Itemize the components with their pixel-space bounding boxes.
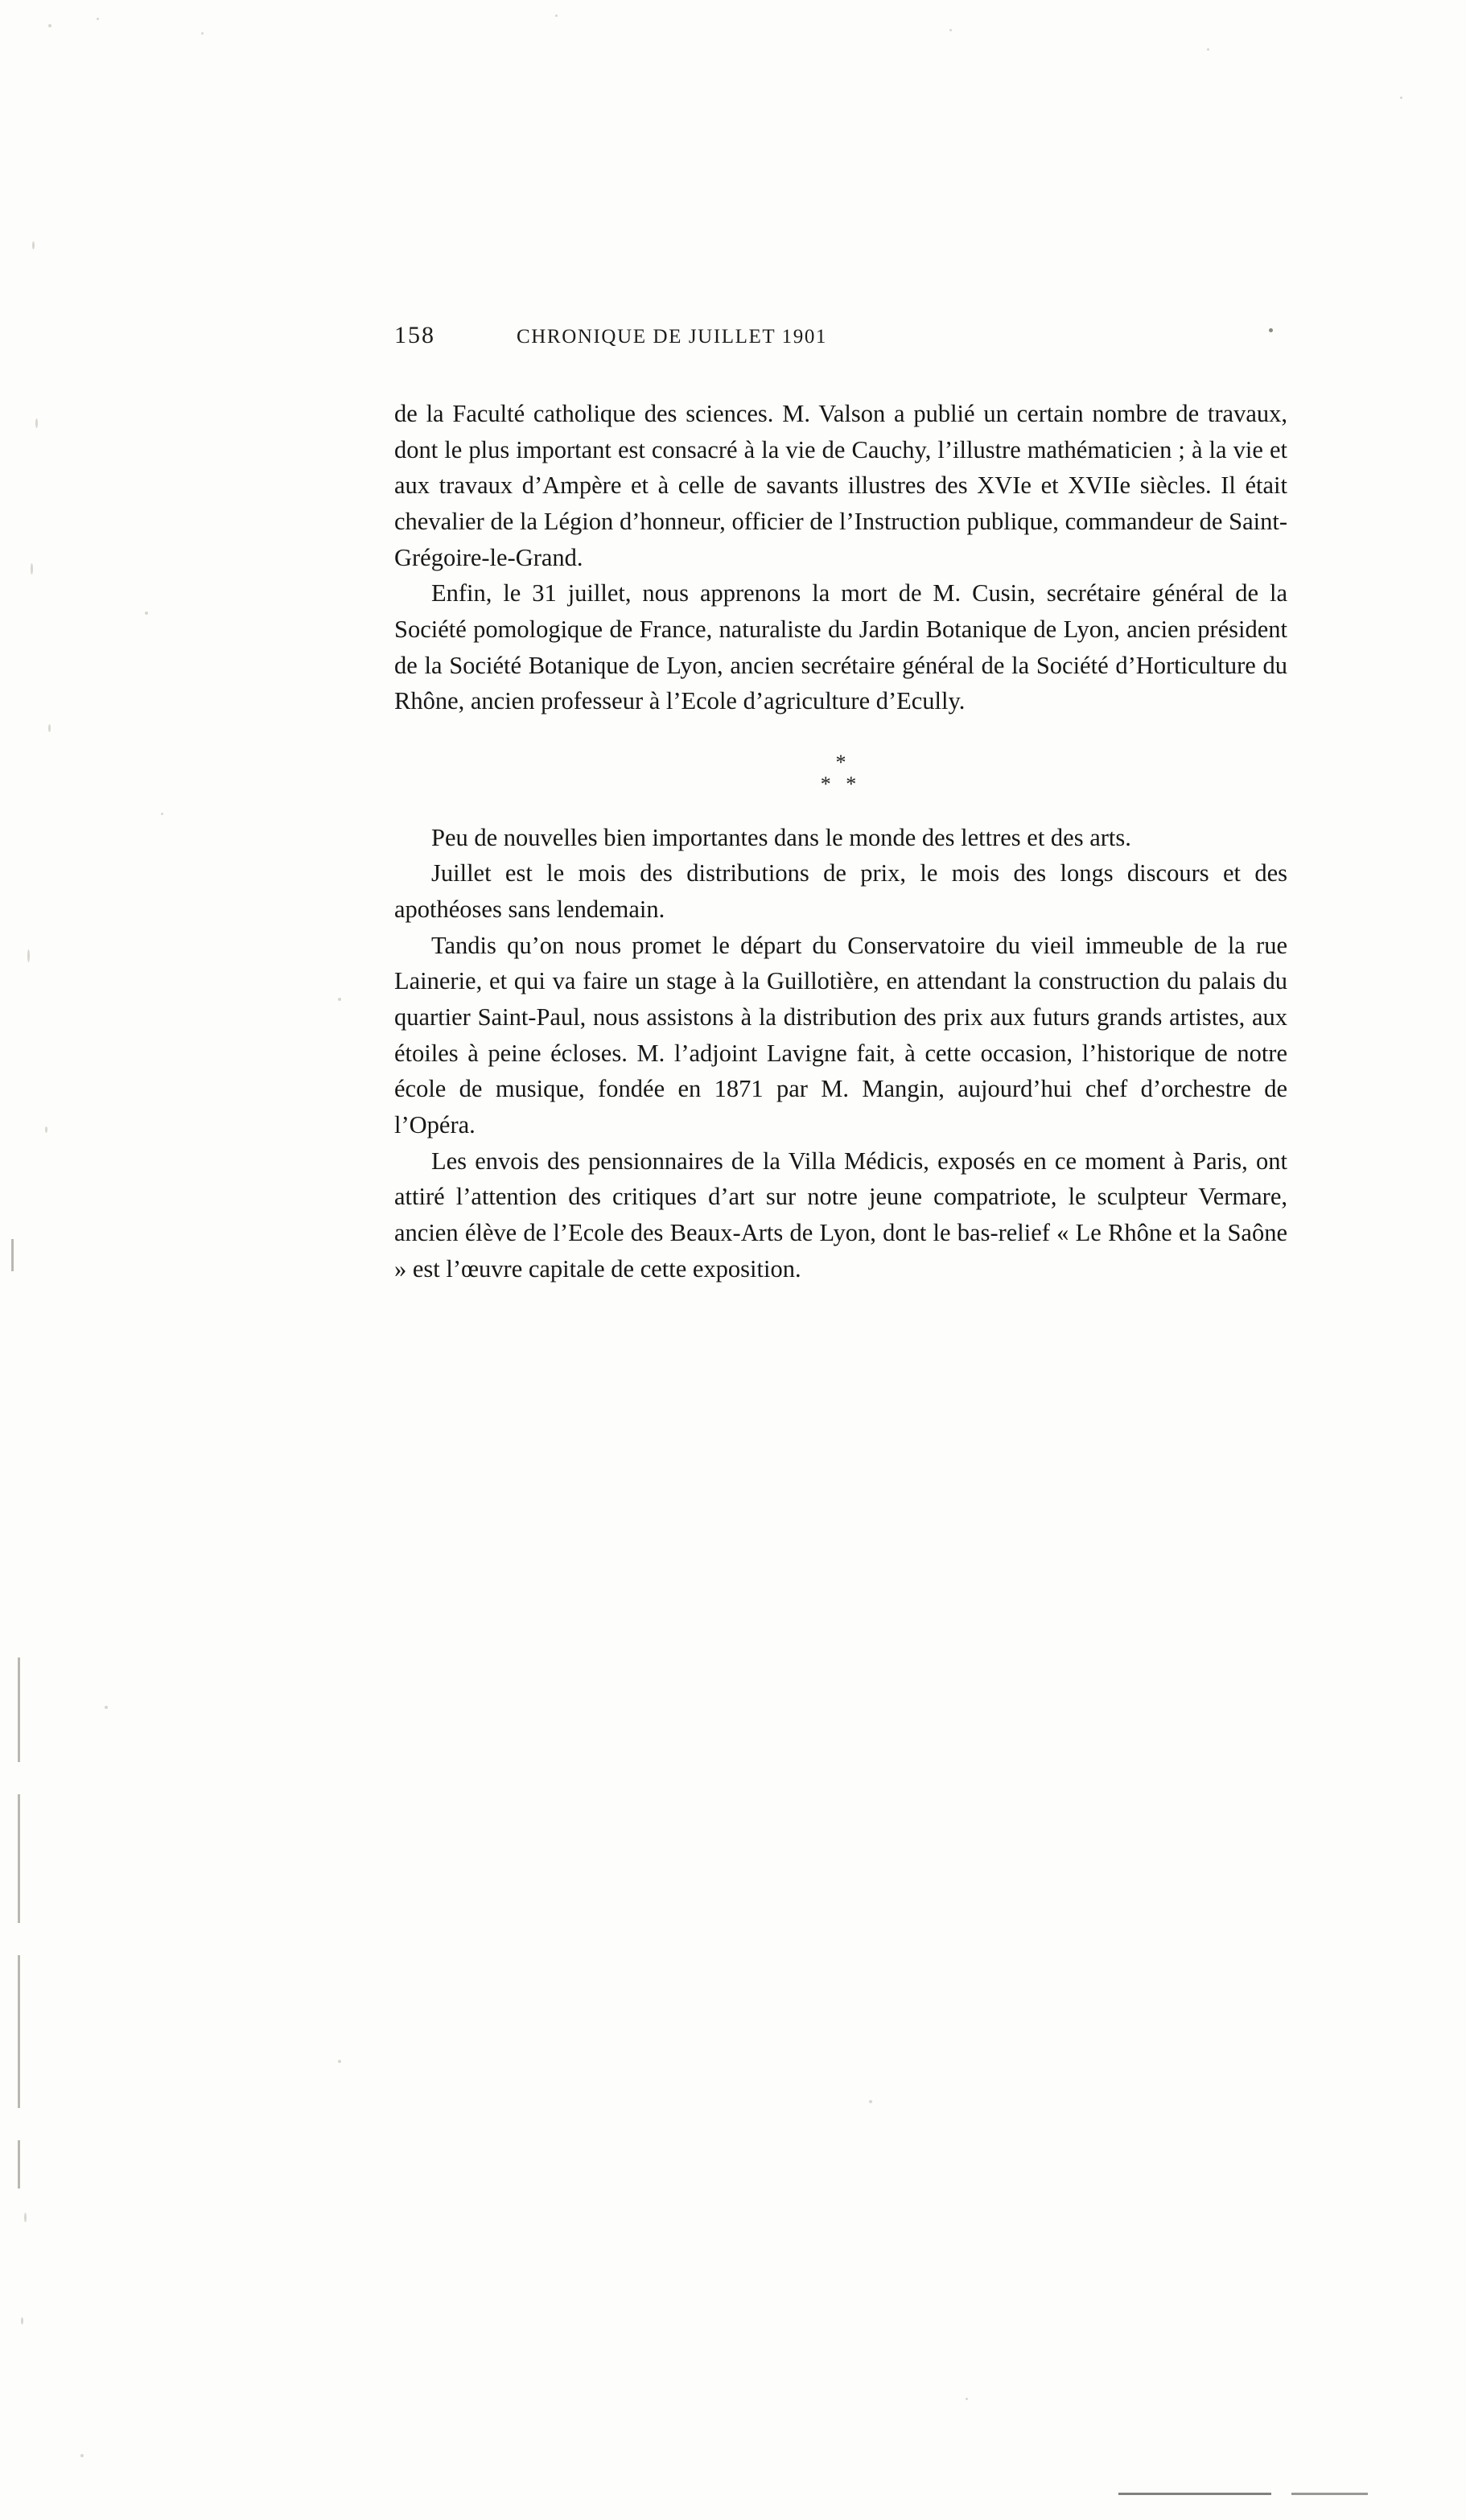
scan-speckle bbox=[555, 14, 558, 17]
scan-speckle bbox=[966, 2398, 968, 2400]
binding-edge-artifact bbox=[18, 1955, 20, 2108]
paragraph: Peu de nouvelles bien importantes dans le monde des lettres et des arts. bbox=[431, 823, 1131, 851]
binding-edge-artifact bbox=[18, 1794, 20, 1923]
header-dot-mark bbox=[1269, 328, 1273, 332]
running-head: CHRONIQUE DE JUILLET 1901 bbox=[517, 326, 828, 348]
binding-edge-artifact bbox=[18, 1657, 20, 1762]
scan-speckle bbox=[97, 18, 99, 20]
scan-speckle bbox=[1400, 97, 1402, 99]
paragraph: Tandis qu’on nous promet le départ du Conservatoire du vieil immeuble de la rue Lainerie, et qui va faire un stage à la Guillotière, en attendant la construction du palais du quartier Saint-Paul, nous assistons à la distribution des prix aux futurs grands artistes, aux étoiles à peine écloses. M. l’adjoint Lavigne fait, à cette occasion, l’historique de notre école de musique, fondée en 1871 par M. Mangin, aujourd’hui chef d’orchestre de l’Opéra. bbox=[394, 931, 1287, 1139]
binding-edge-artifact bbox=[18, 2140, 20, 2189]
scan-speckle bbox=[80, 2454, 84, 2457]
page-number: 158 bbox=[394, 322, 435, 348]
paragraph: Les envois des pensionnaires de la Villa Médicis, exposés en ce moment à Paris, ont attiré l’attention des critiques d’art sur notre jeune compatriote, le sculpteur Vermare, ancien élève de l’Ecole des Beaux-Arts de Lyon, dont le bas-relief « Le Rhône et la Saône » est l’œuvre capitale de cette exposition. bbox=[394, 1147, 1287, 1283]
binding-edge-artifact bbox=[11, 1239, 14, 1271]
asterism-divider bbox=[394, 751, 1287, 796]
scan-speckle bbox=[338, 2060, 341, 2063]
scan-speckle bbox=[1207, 48, 1209, 51]
scan-speckle bbox=[27, 949, 30, 962]
scan-speckle bbox=[24, 2213, 27, 2222]
scan-speckle bbox=[869, 2100, 872, 2103]
scan-speckle bbox=[145, 611, 148, 615]
scan-speckle bbox=[338, 998, 341, 1001]
paragraph: de la Faculté catholique des sciences. M. Valson a publié un certain nombre de travaux, dont le plus important est consacré à la vie de Cauchy, l’illustre mathématicien ; à la vie et aux travaux d’Ampère et à celle de savants illustres des XVIe et XVIIe siècles. Il était chevalier de la Légion d’honneur, officier de l’Instruction publique, commandeur de Saint-Grégoire-le-Grand. bbox=[394, 400, 1287, 571]
paragraph: Enfin, le 31 juillet, nous apprenons la mort de M. Cusin, secrétaire général de la Société pomologique de France, naturaliste du Jardin Botanique de Lyon, ancien président de la Société Botanique de Lyon, ancien secrétaire général de la Société d’Horticulture du Rhône, ancien professeur à l’Ecole d’agriculture d’Ecully. bbox=[394, 579, 1287, 715]
page-text-block bbox=[394, 322, 1287, 1287]
scan-speckle bbox=[48, 24, 51, 27]
asterism-bottom: * * bbox=[820, 772, 862, 797]
scan-speckle bbox=[949, 29, 952, 31]
scan-speckle bbox=[21, 2317, 23, 2324]
scan-speckle bbox=[32, 241, 35, 249]
scan-speckle bbox=[201, 32, 204, 35]
asterism-top: * bbox=[835, 751, 846, 775]
footer-rule-mark bbox=[1118, 2493, 1271, 2495]
page-header bbox=[394, 322, 1287, 349]
scan-speckle bbox=[45, 1126, 47, 1133]
scan-speckle bbox=[161, 813, 163, 815]
paragraph: Juillet est le mois des distributions de prix, le mois des longs discours et des apothéoses sans lendemain. bbox=[394, 859, 1287, 923]
scan-speckle bbox=[31, 563, 33, 574]
scan-speckle bbox=[48, 724, 51, 732]
footer-rule-mark bbox=[1291, 2493, 1368, 2495]
scan-speckle bbox=[35, 418, 38, 428]
scan-speckle bbox=[105, 1706, 108, 1709]
